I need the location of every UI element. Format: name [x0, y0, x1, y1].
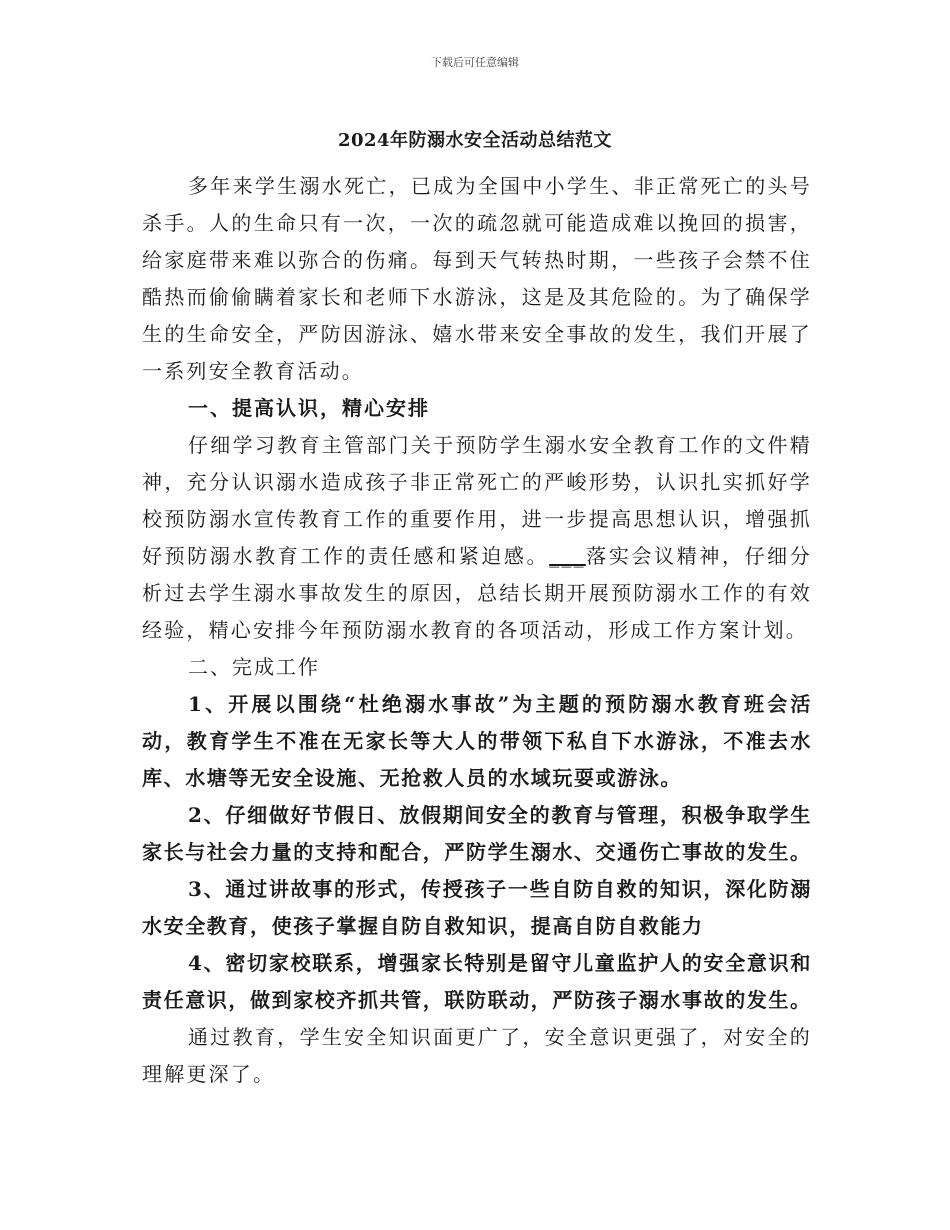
section-1-text-b: 落实会议精神，仔细分析过去学生溺水事故发生的原因，总结长期开展预防溺水工作的有效经验，精心安排今年预防溺水教育的各项活动，形成工作方案计划。: [142, 544, 813, 642]
document-title: 2024年防溺水安全活动总结范文: [337, 130, 613, 151]
work-item-3: 3、通过讲故事的形式，传授孩子一些自防自救的知识，深化防溺水安全教育，使孩子掌握自防自救知识，提高自防自救能力: [142, 877, 812, 938]
intro-paragraph: 多年来学生溺水死亡，已成为全国中小学生、非正常死亡的头号杀手。人的生命只有一次，一次的疏忽就可能造成难以挽回的损害，给家庭带来难以弥合的伤痛。每到天气转热时期，一些孩子会禁不住酷热而偷偷瞒着家长和老师下水游泳，这是及其危险的。为了确保学生的生命安全，严防因游泳、嬉水带来安全事故的发生，我们开展了一系列安全教育活动。: [142, 174, 812, 383]
document-body: [142, 168, 812, 1093]
fill-in-blank: ___: [549, 544, 586, 568]
work-item-4: 4、密切家校联系，增强家长特别是留守儿童监护人的安全意识和责任意识，做到家校齐抓共管，联防联动，严防孩子溺水事故的发生。: [142, 951, 812, 1012]
section-2-heading: 二、完成工作: [188, 655, 320, 679]
work-item-1: 1、开展以围绕“杜绝溺水事故”为主题的预防溺水教育班会活动，教育学生不准在无家长等大人的带领下私自下水游泳，不准去水库、水塘等无安全设施、无抢救人员的水域玩耍或游泳。: [142, 692, 812, 790]
section-1-heading: 一、提高认识，精心安排: [188, 396, 430, 420]
conclusion-paragraph: 通过教育，学生安全知识面更广了，安全意识更强了，对安全的理解更深了。: [142, 1025, 812, 1086]
work-item-2: 2、仔细做好节假日、放假期间安全的教育与管理，积极争取学生家长与社会力量的支持和配合，严防学生溺水、交通伤亡事故的发生。: [142, 803, 812, 864]
header-note: 下载后可任意编辑: [431, 56, 519, 69]
section-1-text-a: 仔细学习教育主管部门关于预防学生溺水安全教育工作的文件精神，充分认识溺水造成孩子非正常死亡的严峻形势，认识扎实抓好学校预防溺水宣传教育工作的重要作用，进一步提高思想认识，增强抓好预防溺水教育工作的责任感和紧迫感。: [142, 433, 812, 568]
section-1-paragraph: [142, 427, 812, 649]
